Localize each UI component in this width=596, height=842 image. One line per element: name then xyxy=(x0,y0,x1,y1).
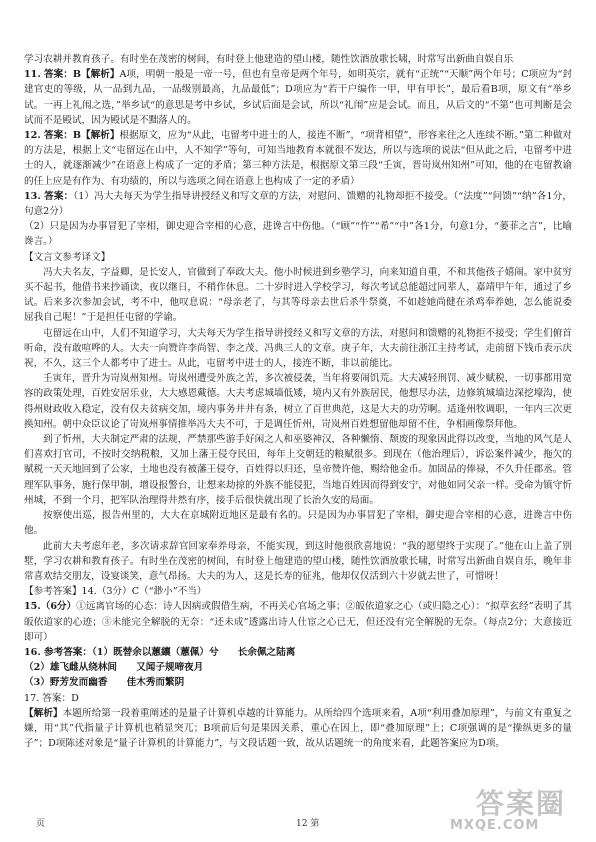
paragraph xyxy=(24,265,572,326)
paragraph-text: 壬寅年，晋升为岢岚州知州。岢岚州遭受外族之苦，多次被侵袭，当年将要闹饥荒。大夫减轻刑罚、减少赋税，一切事都用宽容的政策处理，百姓安居乐业，大大感恩戴德。大夫考虑城墙低矮，境内又有外族居民，他想尽办法，边修筑城墙边深挖壕沟，使得州财政收入稳定，没有仅夫贫病交加，境内事务井井有条，树立了百世典范，这是大夫的功劳啊。适逢州牧调职，一年内三次更换知州。朝中众臣议论了岢岚州事情推举冯大夫不可，于是调任忻州，岢岚州百姓想留他却留不住，争相画像祭拜他。 xyxy=(24,373,572,430)
paragraph-text: （3）野芳发而幽香 佳木秀而繁阴 xyxy=(24,677,185,689)
paragraph xyxy=(24,52,572,67)
document-body xyxy=(24,52,572,751)
paragraph-text: A项，明朝一般是一帝一号，但也有皇帝是两个年号，如明英宗，就有“正统”“天顺”两个年号；C项应为“封建官吏的等级，从一品到九品，一品级别最高，九品最低”；D项应为“若干户编作一甲，甲有甲长”，最后看B项，原文有“举乡试。一再上礼闱之选，”举乡试“的意思是考中乡试，乡试后面是会试，所以“礼闱”应是会试。而且，从后文的“不第”也可判断是会试而不是殿试，因为殿试是不黜落人的。 xyxy=(24,69,573,126)
paragraph-text: 17. 答案：D xyxy=(24,692,79,704)
paragraph xyxy=(24,128,572,189)
paragraph xyxy=(24,539,572,585)
paragraph-label: 13. 答案： xyxy=(24,190,74,202)
paragraph-text: 根据原文，应为“从此，屯留考中进士的人，接连不断”，“项背相望”，形容来往之人连续不断。”第二种做对的方法是，根据上文“屯留远在山中，人不知学”等句，可知当地教育本就很不发达，所以与选项的说法“但从此之后，屯留考中进士的人，就逐渐减少”在语意上构成了一定的矛盾；第三种方法是，根据原文第三段“壬寅，晋岢岚州知州”可知，他的在屯留教谕的任上应是有作为、有功绩的，所以与选项之间在语意上也构成了一定的矛盾） xyxy=(24,130,572,187)
paragraph-text: 16. 参考答案：（1）既替余以蕙纕（蕙佩）兮 长余佩之陆离 xyxy=(24,646,296,658)
paragraph-text: 此前大夫考虑年老，多次请求辞官回家奉养母亲，不能实现，到这时他很欣喜地说：“我的愿望终于实现了。”他在山上盖了别墅，学习农耕和教育孩子。有时坐在茂密的树间，有时登上他建造的望山楼，随性饮酒放歌长啸，时常写出新曲自娱自乐，晚年非常喜欢结交朋友，设宴谈笑，意气昂扬。大夫的为人，这是长寿的征兆，他却仅仅活到六十岁就去世了，可惜呀！ xyxy=(24,540,572,582)
watermark-logo-top: 答案圈 xyxy=(476,787,567,820)
paragraph xyxy=(24,326,572,372)
paragraph xyxy=(24,250,572,265)
paragraph-text: 屯留远在山中，人们不知道学习，大夫每天为学生指导讲授经义和写文章的方法，对慰问和馈赠的礼物拒不接受；学生们俯首听命，没有敢喧哗的人。大夫一向赞许李尚智、李之茂、冯典三人的文章。庚子年，大夫前往浙江主持考试，走前留下钱币表示庆祝，不久，这三个人都考中了进士。从此，屯留考中进士的人，接连不断，非以前能比。 xyxy=(24,327,572,370)
paragraph xyxy=(24,371,572,432)
paragraph-text: （2）只是因为办事冒犯了宰相，御史迎合宰相的心意，进谗言中伤他。（“顾”“忤”“希”“中”各1分，句意1分，“蒌菲之言”，比喻谗言。） xyxy=(24,221,572,248)
paragraph-label: 12. 答案：B【解析】 xyxy=(24,130,120,142)
paragraph xyxy=(24,660,572,675)
paragraph xyxy=(24,189,572,219)
watermark-logo-bottom: MXQE.COM xyxy=(450,818,540,833)
paragraph-text: 到了忻州，大夫制定严肃的法规，严禁那些游手好闲之人和巫婆神汉，各种懒惰、颓废的现象因此得以改变，当地的风气是人们喜欢打官司，不按时交纳税粮，又加上藩王侵夺民田，每年上交朝廷的粮赋很多。到现在（他治理后），诉讼案件减少，拖欠的赋税一天天地回到了公家，土地也没有被藩王侵夺，百姓得以归还，皇帝赞许他，赐给他金币。加固品的俸禄，不久升任郡丞。管理军队事务，施行保甲制，增设报警台，让想来劫掠的外族不能侵犯，当地百姓因而得到安宁，对他如同父亲一样。受命为镇守忻州城，不到一个月，把军队治理得井然有序，接手后很快就出现了长治久安的局面。 xyxy=(24,434,572,506)
paragraph xyxy=(24,584,572,599)
paragraph xyxy=(24,675,572,690)
paragraph-text: （2）雄飞雌从绕林间 又闻子规啼夜月 xyxy=(24,662,204,674)
paragraph-text: 【参考答案】14.（3分）C（“渺小”不当） xyxy=(24,586,207,598)
paragraph xyxy=(24,219,572,249)
paragraph xyxy=(24,508,572,538)
paragraph xyxy=(24,691,572,706)
paragraph-text: 按察使出巡，报告州里的，大大在京城附近地区是最有名的。只是因为办事冒犯了宰相，御史迎合宰相的心意，进谗言中伤他。 xyxy=(24,510,572,537)
paragraph xyxy=(24,67,572,128)
paragraph xyxy=(24,599,572,645)
watermark-logo xyxy=(446,780,578,836)
paragraph xyxy=(24,706,572,752)
paragraph-label: 11. 答案：B【解析】 xyxy=(24,69,120,81)
paragraph-text: 【文言文参考译文】 xyxy=(24,251,111,263)
page-number: 12 第 xyxy=(296,819,320,829)
paragraph-text: 冯大夫名友，字益卿，是长安人，官做到了奉政大夫。他小时候进到乡塾学习，向来知道自重，不和其他孩子嬉闹。家中贫穷买不起书，他借书来抄诵读，夜以继日，不稍作休息。二十岁时进入学校学习，每次考试总能超过同辈人，嘉靖甲午年，通过了乡试。后来多次参加会试，考不中，他叹息说：“母亲老了，与其等母亲去世后杀牛祭奠，不如趁她尚健在杀鸡奉养她，怎么能说委屈我自己呢！”于是担任屯留的学谕。 xyxy=(24,266,572,324)
paragraph-label: 15.（6分） xyxy=(24,601,77,613)
paragraph-text: 学习农耕并教育孩子。有时坐在茂密的树间，有时登上他建造的望山楼，随性饮酒放歌长啸，时常写出新曲自娱自乐 xyxy=(24,54,514,65)
paragraph xyxy=(24,432,572,508)
footer-left: 页 xyxy=(36,819,46,829)
paragraph xyxy=(24,645,572,660)
paragraph-text: ①远离官场的心态：诗人因病或假借生病，不再关心官场之事；②皈依道家之心（或归隐之心）：“拟草玄经”表明了其皈依道家的心迹；③未能完全解脱的无奈：“还未成”透露出诗人仕宦之心已无，但还没有完全解脱的无奈。（每点2分；大意接近即可） xyxy=(24,601,572,643)
paragraph-text: （1）冯大夫每天为学生指导讲授经义和写文章的方法，对慰问、馈赠的礼物却拒不接受。（“法度”“问馈”“纳”各1分，句意2分） xyxy=(24,190,572,218)
paragraph-label: 【解析】 xyxy=(24,707,63,719)
paragraph-text: 本题所给第一段着重阐述的是量子计算机卓越的计算能力。从所给四个选项来看，A项“利用叠加原理”，与前文有重复之嫌，用“其”代指量子计算机也稍显突兀；B项前后句是果因关系，重心在因上，即“叠加原理”上；C项强调的是“操纵更多的量子”；D项陈述对象是“量子计算机的计算能力”，与文段话题一致，故从话题统一的角度来看，此题答案应为D项。 xyxy=(24,707,572,750)
